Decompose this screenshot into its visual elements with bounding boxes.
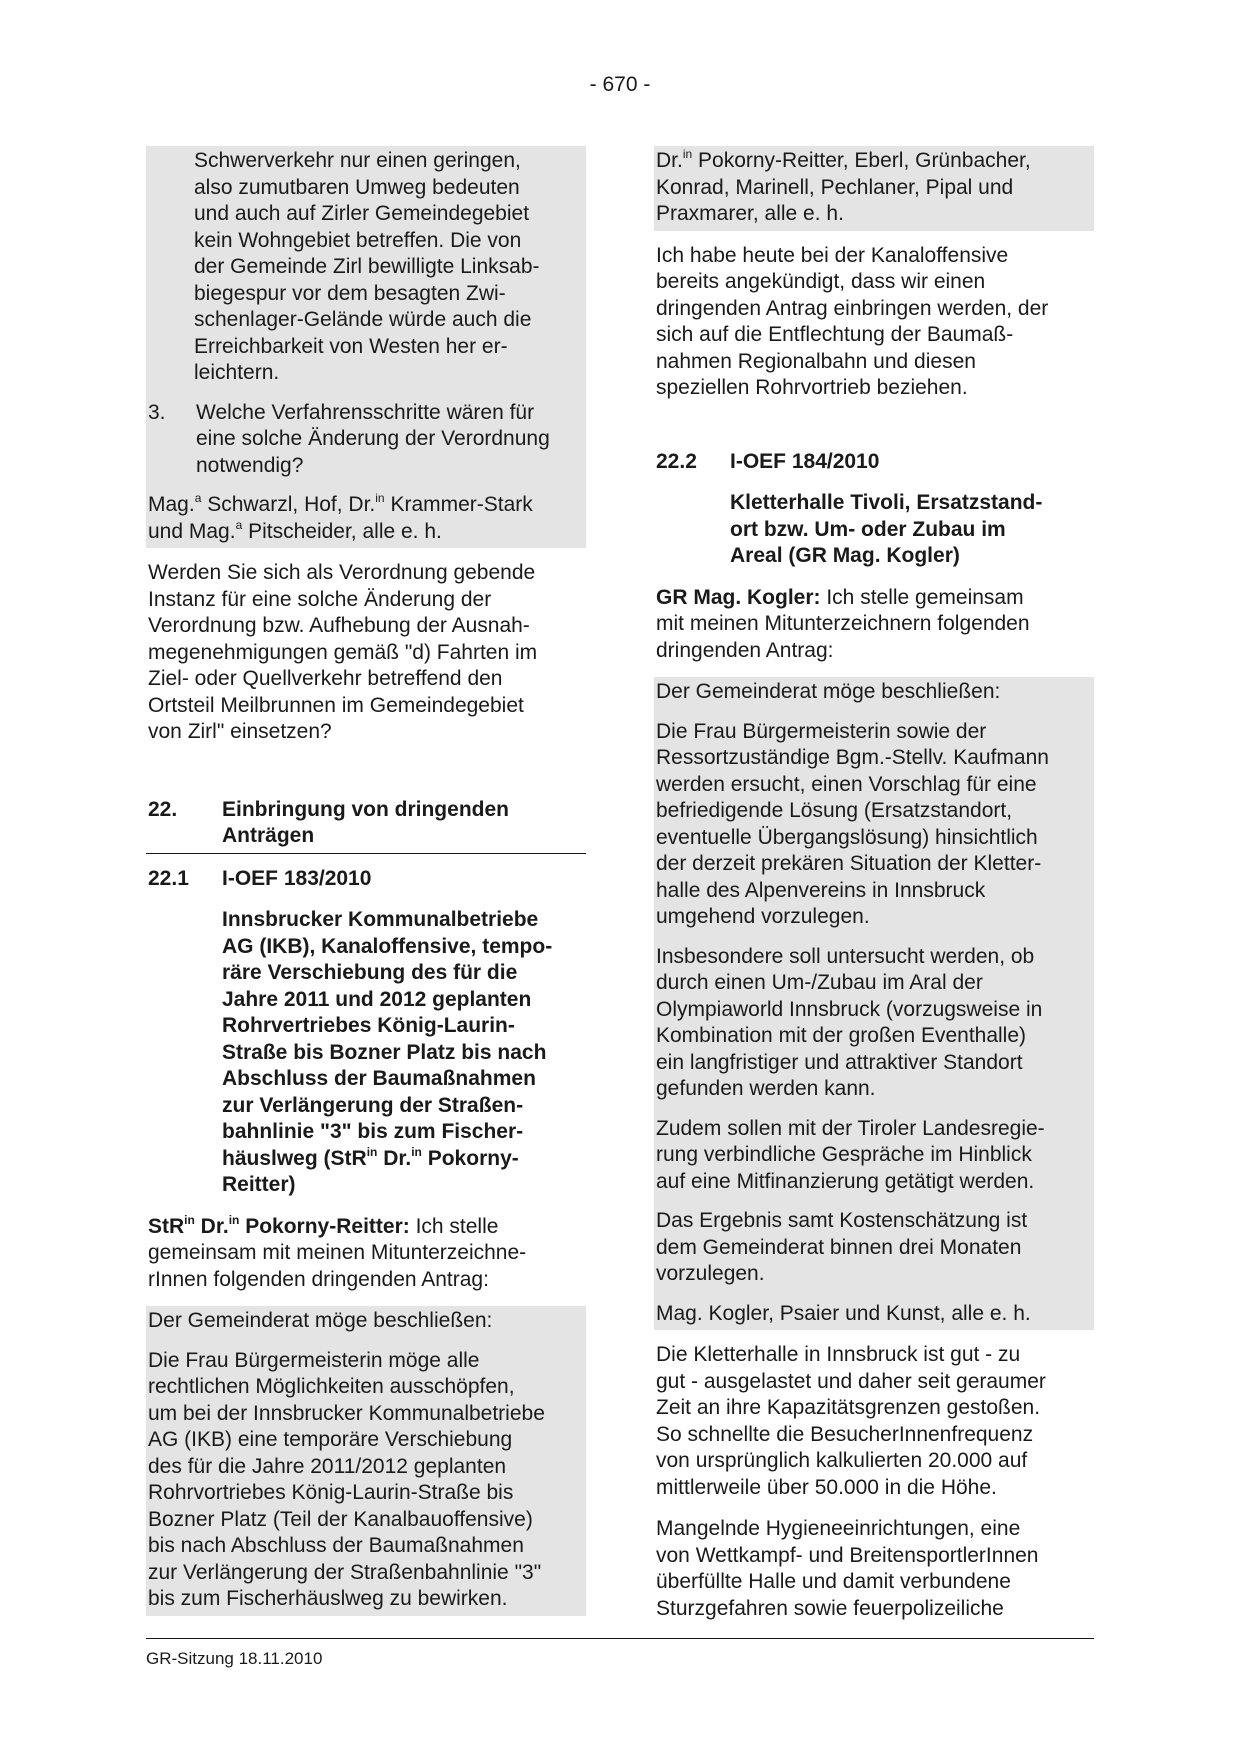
heading-line: Areal (GR Mag. Kogler) [730, 544, 960, 567]
text-line: bis zum Fischerhäuslweg zu bewirken. [148, 1587, 508, 1610]
motion-title-22-1: Innsbrucker Kommunalbetriebe AG (IKB), Kanaloffensive, tempo- räre Verschiebung des für die Jahre 2011 und 2012 geplanten Rohrvertriebes König-Laurin- Straße bis Bozner Platz bis nach Abschluss der Baumaßnahmen zur Verlängerung der Straßen- bahnlinie "3" bis zum Fischer- häuslweg (StR$^{in}$ Dr.$^{in}$ Pokorny- Reitter) [146, 905, 586, 1202]
text-line: dem Gemeinderat binnen drei Monaten [656, 1235, 1022, 1259]
text-line: Mangelnde Hygieneeinrichtungen, eine [656, 1517, 1021, 1540]
signature-line-1: Mag.$^a$ Schwarzl, Hof, Dr.$^{in}$ Krammer-Stark und Mag.$^a$ Pitscheider, alle e. h. [146, 490, 586, 548]
heading-line: zur Verlängerung der Straßen- [222, 1093, 524, 1117]
section-number: 22. [148, 797, 178, 821]
text-line: um bei der Innsbrucker Kommunalbetriebe [148, 1401, 545, 1425]
text-line: Die Frau Bürgermeisterin sowie der [656, 719, 987, 743]
question-continuation [146, 146, 586, 390]
text-line: speziellen Rohrvortrieb beziehen. [656, 376, 968, 399]
heading-line: Innsbrucker Kommunalbetriebe [222, 908, 539, 931]
text-line: bereits angekündigt, dass wir einen [656, 270, 986, 293]
text-line: rung verbindliche Gespräche im Hinblick [656, 1143, 1032, 1166]
text-line: gefunden werden kann. [656, 1077, 876, 1100]
text-line: Ressortzuständige Bgm.-Stellv. Kaufmann [656, 746, 1049, 769]
heading-line: Anträgen [222, 824, 315, 847]
text-line: mittlerweile über 50.000 in die Höhe. [656, 1475, 997, 1499]
section-heading-22-1 [146, 864, 586, 896]
heading-line: AG (IKB), Kanaloffensive, tempo- [222, 934, 553, 958]
text-line: Verordnung bzw. Aufhebung der Ausnah- [148, 614, 530, 637]
heading-line: ort bzw. Um- oder Zubau im [730, 517, 1006, 541]
text-line: Die Frau Bürgermeisterin möge alle [148, 1348, 480, 1372]
motion-text-22-1 [146, 1346, 586, 1616]
question-paragraph [146, 558, 586, 749]
text-line: und auch auf Zirler Gemeindegebiet [194, 202, 530, 225]
left-column [146, 146, 586, 1616]
text-line: Konrad, Marinell, Pechlaner, Pipal und [656, 175, 1014, 199]
signature-line-2: Dr.$^{in}$ Pokorny-Reitter, Eberl, Grünbacher, Konrad, Marinell, Pechlaner, Pipal und Praxmarer, alle e. h. [654, 146, 1094, 231]
text-line: eventuelle Übergangslösung) hinsichtlich [656, 825, 1038, 849]
section-heading-22-2 [654, 447, 1094, 479]
heading-line: bahnlinie "3" bis zum Fischer- [222, 1120, 524, 1143]
text-line: ein langfristiger und attraktiver Standort [656, 1050, 1023, 1074]
motion-heading: Der Gemeinderat möge beschließen: [146, 1306, 586, 1338]
text-line: megenehmigungen gemäß "d) Fahrten im [148, 640, 538, 664]
text-line: schenlager-Gelände würde auch die [194, 308, 532, 331]
heading-line: Straße bis Bozner Platz bis nach [222, 1040, 547, 1064]
motion-signature: Mag. Kogler, Psaier und Kunst, alle e. h. [654, 1299, 1094, 1331]
text-line: also zumutbaren Umweg bedeuten [194, 175, 520, 199]
motion-text-22-2-p1 [654, 717, 1094, 934]
text-line: kein Wohngebiet betreffen. Die von [194, 228, 522, 252]
text-line: AG (IKB) eine temporäre Verschiebung [148, 1428, 513, 1451]
text-line: Rohrvortriebes König-Laurin-Straße bis [148, 1481, 514, 1504]
text-line: Kombination mit der großen Eventhalle) [656, 1024, 1027, 1047]
text-line: von ursprünglich kalkulierten 20.000 auf [656, 1449, 1028, 1472]
page-number: - 670 - [589, 73, 651, 96]
text-line: Praxmarer, alle e. h. [656, 202, 844, 225]
heading-line: Einbringung von dringenden [222, 797, 509, 821]
text-line: nahmen Regionalbahn und diesen [656, 349, 976, 373]
text-line: durch einen Um-/Zubau im Aral der [656, 971, 983, 994]
text-line: vorzulegen. [656, 1262, 765, 1285]
text-line: Das Ergebnis samt Kostenschätzung ist [656, 1209, 1028, 1232]
text-line: biegespur vor dem besagten Zwi- [194, 281, 506, 305]
statement-paragraph [654, 241, 1094, 405]
text-line: Insbesondere soll untersucht werden, ob [656, 944, 1035, 968]
right-column [654, 146, 1094, 1625]
text-line: Bozner Platz (Teil der Kanalbauoffensive) [148, 1507, 533, 1531]
text-line: Die Kletterhalle in Innsbruck ist gut - zu [656, 1343, 1021, 1366]
text-line: rInnen folgenden dringenden Antrag: [148, 1267, 489, 1291]
text-line: Ziel- oder Quellverkehr betreffend den [148, 667, 503, 690]
text-line: von Zirl" einsetzen? [148, 720, 332, 743]
text-line: So schnellte die BesucherInnenfrequenz [656, 1422, 1034, 1446]
text-line: Instanz für eine solche Änderung der [148, 587, 492, 611]
text-line: bis nach Abschluss der Baumaßnahmen [148, 1534, 524, 1557]
text-line: Welche Verfahrensschritte wären für [196, 400, 535, 424]
heading-line: Rohrvertriebes König-Laurin- [222, 1014, 515, 1037]
text-line: eine solche Änderung der Verordnung [196, 427, 550, 450]
motion-text-22-2-p2 [654, 942, 1094, 1106]
text-line: rechtlichen Möglichkeiten ausschöpfen, [148, 1375, 515, 1398]
text-line: dringenden Antrag einbringen werden, der [656, 296, 1049, 320]
motion-code: I-OEF 183/2010 [222, 866, 372, 890]
section-number: 22.1 [148, 866, 189, 890]
text-line: von Wettkampf- und BreitensportlerInnen [656, 1543, 1039, 1567]
text-line: der Gemeinde Zirl bewilligte Linksab- [194, 255, 540, 278]
motion-heading: Der Gemeinderat möge beschließen: [654, 677, 1094, 709]
footer-divider [146, 1638, 1094, 1639]
motion-intro-22-2: GR Mag. Kogler: Ich stelle gemeinsam mit meinen Mitunterzeichnern folgenden dringenden Antrag: [654, 583, 1094, 668]
question-item-3 [146, 398, 586, 483]
motion-code: I-OEF 184/2010 [730, 449, 880, 473]
motion-intro-22-1: StR$^{in}$ Dr.$^{in}$ Pokorny-Reitter: Ich stelle gemeinsam mit meinen Mitunterzeichne- rInnen folgenden dringenden Antrag: [146, 1212, 586, 1297]
text-line: gemeinsam mit meinen Mitunterzeichne- [148, 1241, 527, 1264]
text-line: leichtern. [194, 361, 280, 384]
text-line: halle des Alpenvereins in Innsbruck [656, 878, 986, 902]
statement-paragraph-3 [654, 1514, 1094, 1625]
section-heading-22 [146, 795, 586, 854]
text-line: Zeit an ihre Kapazitätsgrenzen gestoßen. [656, 1396, 1041, 1419]
text-line: Werden Sie sich als Verordnung gebende [148, 561, 536, 584]
text-line: Ich habe heute bei der Kanaloffensive [656, 243, 1009, 267]
heading-line: Abschluss der Baumaßnahmen [222, 1067, 536, 1090]
text-line: gut - ausgelastet und daher seit geraumer [656, 1369, 1046, 1393]
text-line: Schwerverkehr nur einen geringen, [194, 149, 521, 172]
text-line: notwendig? [196, 453, 304, 477]
text-line: Erreichbarkeit von Westen her er- [194, 334, 508, 358]
text-line: zur Verlängerung der Straßenbahnlinie "3" [148, 1560, 542, 1584]
motion-title-22-2 [654, 488, 1094, 573]
text-line: werden ersucht, einen Vorschlag für eine [656, 772, 1037, 796]
motion-text-22-2-p4 [654, 1206, 1094, 1291]
heading-line: Kletterhalle Tivoli, Ersatzstand- [730, 491, 1043, 514]
text-line: sich auf die Entflechtung der Baumaß- [656, 323, 1014, 346]
text-line: Olympiaworld Innsbruck (vorzugsweise in [656, 997, 1043, 1021]
statement-paragraph-2 [654, 1340, 1094, 1504]
item-number: 3. [148, 400, 166, 424]
text-line: Ortsteil Meilbrunnen im Gemeindegebiet [148, 693, 524, 717]
text-line: auf eine Mitfinanzierung getätigt werden. [656, 1169, 1035, 1193]
text-line: Zudem sollen mit der Tiroler Landesregie- [656, 1116, 1045, 1140]
text-line: dringenden Antrag: [656, 638, 834, 662]
heading-line: räre Verschiebung des für die [222, 961, 518, 984]
text-line: des für die Jahre 2011/2012 geplanten [148, 1454, 507, 1478]
heading-line: Reitter) [222, 1173, 296, 1196]
text-line: befriedigende Lösung (Ersatzstandort, [656, 799, 1013, 822]
page-footer: GR-Sitzung 18.11.2010 [146, 1649, 323, 1668]
text-line: überfüllte Halle und damit verbundene [656, 1570, 1011, 1593]
text-line: der derzeit prekären Situation der Kletter- [656, 852, 1042, 875]
motion-text-22-2-p3 [654, 1114, 1094, 1199]
heading-line: Jahre 2011 und 2012 geplanten [222, 987, 532, 1011]
section-number: 22.2 [656, 449, 697, 473]
text-line: mit meinen Mitunterzeichnern folgenden [656, 612, 1030, 635]
text-line: umgehend vorzulegen. [656, 905, 870, 928]
text-line: Sturzgefahren sowie feuerpolizeiliche [656, 1596, 1004, 1620]
